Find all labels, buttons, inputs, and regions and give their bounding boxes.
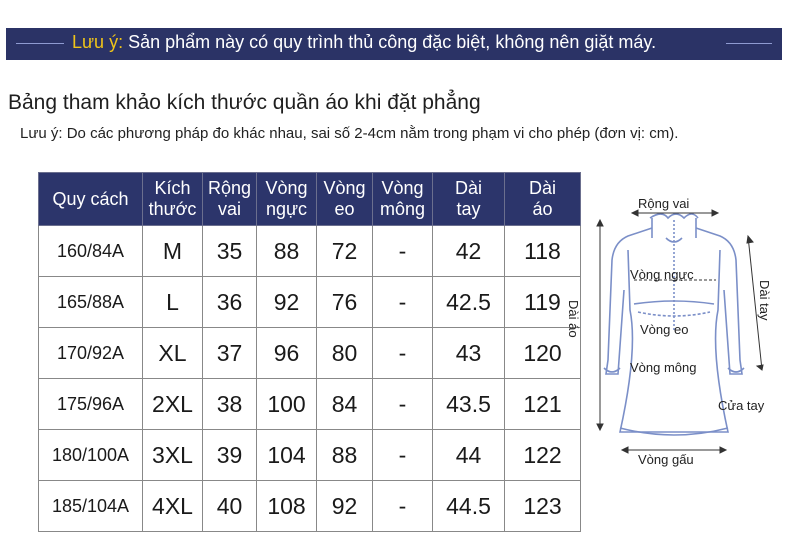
cell-shoulder: 37 — [203, 328, 257, 379]
cell-chest: 88 — [257, 226, 317, 277]
header-sleeve: Dài tay — [433, 173, 505, 226]
cell-chest: 96 — [257, 328, 317, 379]
cell-waist: 92 — [317, 481, 373, 532]
cell-spec: 165/88A — [39, 277, 143, 328]
banner-message: Sản phẩm này có quy trình thủ công đặc biệt, không nên giặt máy. — [123, 32, 657, 52]
cell-sleeve: 43.5 — [433, 379, 505, 430]
cell-hip: - — [373, 481, 433, 532]
cell-size: 4XL — [143, 481, 203, 532]
cell-size: 3XL — [143, 430, 203, 481]
banner-warning-label: Lưu ý: — [72, 32, 124, 52]
header-waist: Vòng eo — [317, 173, 373, 226]
table-row — [39, 226, 581, 277]
table-header-row — [39, 173, 581, 226]
cell-size: XL — [143, 328, 203, 379]
cell-sleeve: 44.5 — [433, 481, 505, 532]
cell-sleeve: 42 — [433, 226, 505, 277]
cell-spec: 170/92A — [39, 328, 143, 379]
label-waist: Vòng eo — [640, 322, 689, 337]
label-shoulder: Rộng vai — [638, 196, 690, 211]
cell-length: 122 — [505, 430, 581, 481]
cell-shoulder: 40 — [203, 481, 257, 532]
cell-spec: 185/104A — [39, 481, 143, 532]
cell-waist: 80 — [317, 328, 373, 379]
cell-shoulder: 39 — [203, 430, 257, 481]
cell-sleeve: 42.5 — [433, 277, 505, 328]
label-length: Dài áo — [566, 300, 581, 338]
header-spec: Quy cách — [39, 173, 143, 226]
table-row — [39, 328, 581, 379]
cell-shoulder: 35 — [203, 226, 257, 277]
cell-waist: 88 — [317, 430, 373, 481]
label-hip: Vòng mông — [630, 360, 697, 375]
cell-chest: 108 — [257, 481, 317, 532]
page-title: Bảng tham khảo kích thước quần áo khi đặt phẳng — [8, 91, 481, 114]
cell-hip: - — [373, 379, 433, 430]
cell-waist: 72 — [317, 226, 373, 277]
cell-sleeve: 44 — [433, 430, 505, 481]
cell-shoulder: 38 — [203, 379, 257, 430]
measurement-note: Lưu ý: Do các phương pháp đo khác nhau, sai số 2-4cm nằm trong phạm vi cho phép (đơn vị: cm). — [20, 125, 679, 142]
cell-chest: 104 — [257, 430, 317, 481]
banner-text — [72, 32, 656, 53]
cell-size: M — [143, 226, 203, 277]
cell-size: 2XL — [143, 379, 203, 430]
cell-length: 123 — [505, 481, 581, 532]
cell-length: 120 — [505, 328, 581, 379]
cell-spec: 175/96A — [39, 379, 143, 430]
garment-measurement-diagram — [566, 180, 790, 480]
cell-hip: - — [373, 226, 433, 277]
cell-chest: 100 — [257, 379, 317, 430]
cell-spec: 160/84A — [39, 226, 143, 277]
table-row — [39, 379, 581, 430]
cell-shoulder: 36 — [203, 277, 257, 328]
label-cuff: Cửa tay — [718, 398, 765, 413]
table-row — [39, 430, 581, 481]
header-shoulder: Rộng vai — [203, 173, 257, 226]
header-length: Dài áo — [505, 173, 581, 226]
cell-length: 121 — [505, 379, 581, 430]
header-chest: Vòng ngực — [257, 173, 317, 226]
cell-chest: 92 — [257, 277, 317, 328]
label-sleeve: Dài tay — [757, 280, 772, 321]
banner-line-left — [16, 43, 64, 44]
cell-size: L — [143, 277, 203, 328]
size-table — [38, 172, 581, 532]
cell-spec: 180/100A — [39, 430, 143, 481]
notice-banner — [6, 28, 782, 60]
cell-waist: 84 — [317, 379, 373, 430]
cell-waist: 76 — [317, 277, 373, 328]
table-row — [39, 481, 581, 532]
cell-length: 119 — [505, 277, 581, 328]
banner-line-right — [726, 43, 772, 44]
header-hip: Vòng mông — [373, 173, 433, 226]
label-hem: Vòng gấu — [638, 452, 694, 467]
label-chest: Vòng ngực — [630, 267, 694, 282]
cell-hip: - — [373, 277, 433, 328]
cell-length: 118 — [505, 226, 581, 277]
table-row — [39, 277, 581, 328]
header-size: Kích thước — [143, 173, 203, 226]
cell-hip: - — [373, 328, 433, 379]
cell-sleeve: 43 — [433, 328, 505, 379]
cell-hip: - — [373, 430, 433, 481]
